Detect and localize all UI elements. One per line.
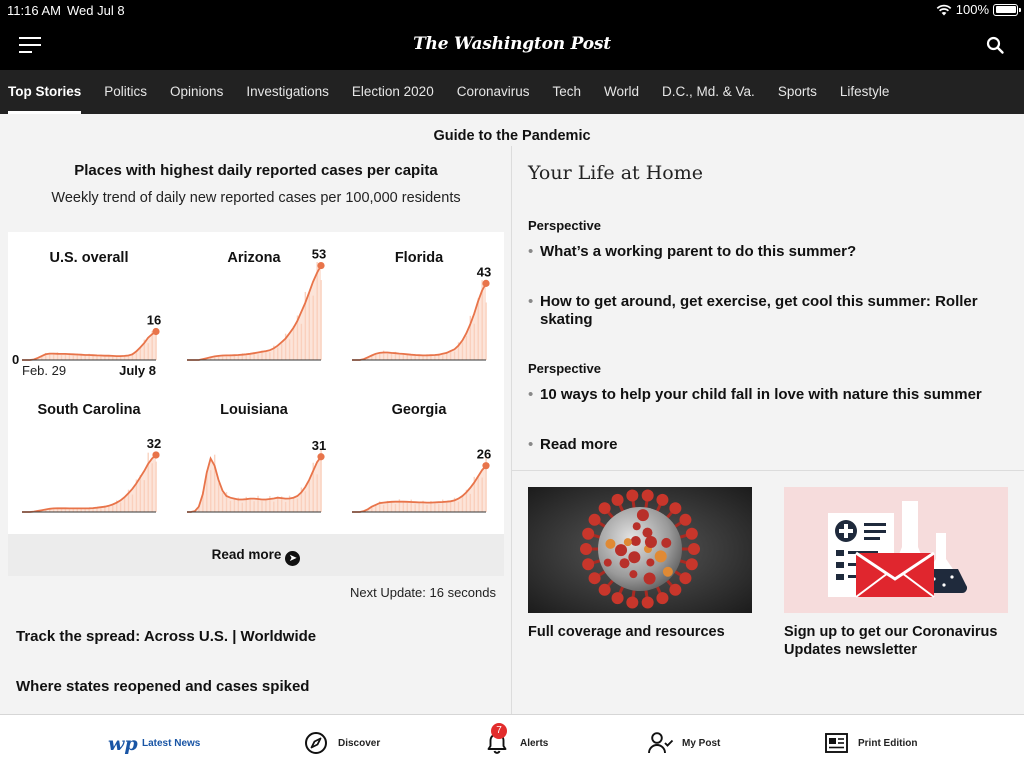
bell-icon	[486, 725, 512, 755]
story-link[interactable]: • 10 ways to help your child fall in love with nature this summer	[528, 386, 1008, 404]
latest-value-label: 31	[311, 437, 327, 453]
section-nav	[0, 70, 1024, 114]
wp-logo[interactable]: The Washington Post	[413, 34, 611, 54]
newspaper-icon	[824, 731, 850, 755]
guide-title: Guide to the Pandemic	[433, 128, 591, 144]
coronavirus-illustration	[528, 487, 752, 613]
latest-point	[317, 262, 324, 269]
x-start-label: Feb. 29	[22, 363, 67, 378]
tab-top-stories[interactable]: Top Stories	[8, 70, 81, 114]
bottom-tab-bar	[0, 714, 1024, 768]
panel-title: Arizona	[227, 250, 281, 266]
tab-label: My Post	[682, 737, 721, 749]
alerts-badge: 7	[491, 723, 507, 739]
track-spread-link[interactable]: Track the spread: Across U.S. | Worldwide	[16, 628, 317, 645]
search-icon[interactable]	[986, 36, 1004, 54]
perspective-label: Perspective	[528, 361, 601, 376]
person-check-icon	[648, 731, 674, 755]
wifi-icon	[936, 4, 952, 16]
trend-area	[352, 283, 486, 360]
status-date: Wed Jul 8	[67, 3, 125, 18]
status-indicators	[936, 2, 1018, 17]
battery-icon	[993, 4, 1018, 16]
status-time: 11:16 AM	[7, 3, 61, 18]
perspective-label: Perspective	[528, 218, 601, 233]
compass-icon	[304, 731, 330, 755]
latest-value-label: 16	[146, 312, 162, 328]
latest-value-label: 32	[146, 435, 162, 451]
main-content	[0, 114, 1024, 714]
chart-subheading: Weekly trend of daily new reported cases per 100,000 residents	[51, 190, 461, 206]
latest-value-label: 53	[311, 246, 327, 262]
y-zero-label: 0	[12, 352, 20, 367]
full-coverage-card[interactable]	[528, 487, 752, 641]
tab-label: Alerts	[520, 737, 549, 749]
tab-my-post[interactable]	[648, 731, 720, 755]
tab-opinions[interactable]: Opinions	[170, 84, 224, 99]
read-more-label: Read more	[211, 547, 282, 562]
wp-logo-icon	[108, 731, 138, 755]
tab-tech[interactable]: Tech	[552, 84, 582, 99]
top-bar	[0, 0, 1024, 70]
panel-title: Florida	[394, 250, 444, 266]
latest-point	[152, 328, 159, 335]
next-update-text: Next Update: 16 seconds	[350, 585, 496, 600]
story-link[interactable]: • What’s a working parent to do this summer?	[528, 243, 1008, 261]
panel-title: South Carolina	[37, 402, 141, 418]
trend-area	[352, 466, 486, 512]
section-title: Your Life at Home	[528, 162, 703, 184]
tab-coronavirus[interactable]: Coronavirus	[456, 84, 530, 99]
tab-investigations[interactable]: Investigations	[246, 84, 329, 99]
latest-point	[317, 453, 324, 460]
tab-print-edition[interactable]	[824, 731, 917, 755]
tab-politics[interactable]: Politics	[104, 84, 148, 99]
latest-point	[152, 451, 159, 458]
newsletter-illustration	[784, 487, 1008, 613]
x-end-label: July 8	[119, 363, 156, 378]
battery-percent: 100%	[955, 2, 989, 17]
case-trend-charts[interactable]	[8, 232, 504, 534]
tab-election-2020[interactable]: Election 2020	[351, 84, 434, 99]
pandemic-guide	[0, 114, 512, 714]
life-at-home	[512, 114, 1024, 714]
card-caption: Sign up to get our Coronavirus Updates newsletter	[784, 624, 998, 658]
battery-level	[996, 6, 1016, 13]
states-reopened-link[interactable]: Where states reopened and cases spiked	[16, 678, 310, 695]
case-trend-svg	[8, 232, 504, 534]
panel-title: Georgia	[391, 402, 447, 418]
panel-title: Louisiana	[220, 402, 288, 418]
card-caption: Full coverage and resources	[528, 624, 725, 640]
arrow-circle-icon: ➤	[285, 551, 300, 566]
read-more-link[interactable]: • Read more	[528, 436, 1008, 454]
chart-read-more-button[interactable]	[8, 534, 504, 576]
tab-label: Latest News	[142, 737, 201, 749]
section-divider	[512, 470, 1024, 471]
tab-alerts[interactable]	[486, 725, 549, 755]
tab-d-c-md-va[interactable]: D.C., Md. & Va.	[662, 84, 755, 99]
tab-label: Discover	[338, 737, 381, 749]
story-link[interactable]: • How to get around, get exercise, get cool this summer: Roller skating	[528, 293, 1008, 329]
tab-world[interactable]: World	[604, 84, 640, 99]
svg-text:wp: wp	[108, 733, 138, 755]
tab-label: Print Edition	[858, 737, 918, 749]
tab-sports[interactable]: Sports	[777, 84, 817, 99]
latest-point	[482, 462, 489, 469]
panel-title: U.S. overall	[49, 250, 129, 266]
chart-heading: Places with highest daily reported cases per capita	[74, 162, 438, 179]
latest-value-label: 43	[476, 264, 492, 280]
latest-point	[482, 280, 489, 287]
trend-area	[187, 457, 321, 512]
tab-discover[interactable]	[304, 731, 380, 755]
tab-lifestyle[interactable]: Lifestyle	[839, 84, 890, 99]
newsletter-card[interactable]	[784, 487, 1008, 659]
tab-latest-news[interactable]	[108, 731, 200, 755]
latest-value-label: 26	[476, 446, 492, 462]
